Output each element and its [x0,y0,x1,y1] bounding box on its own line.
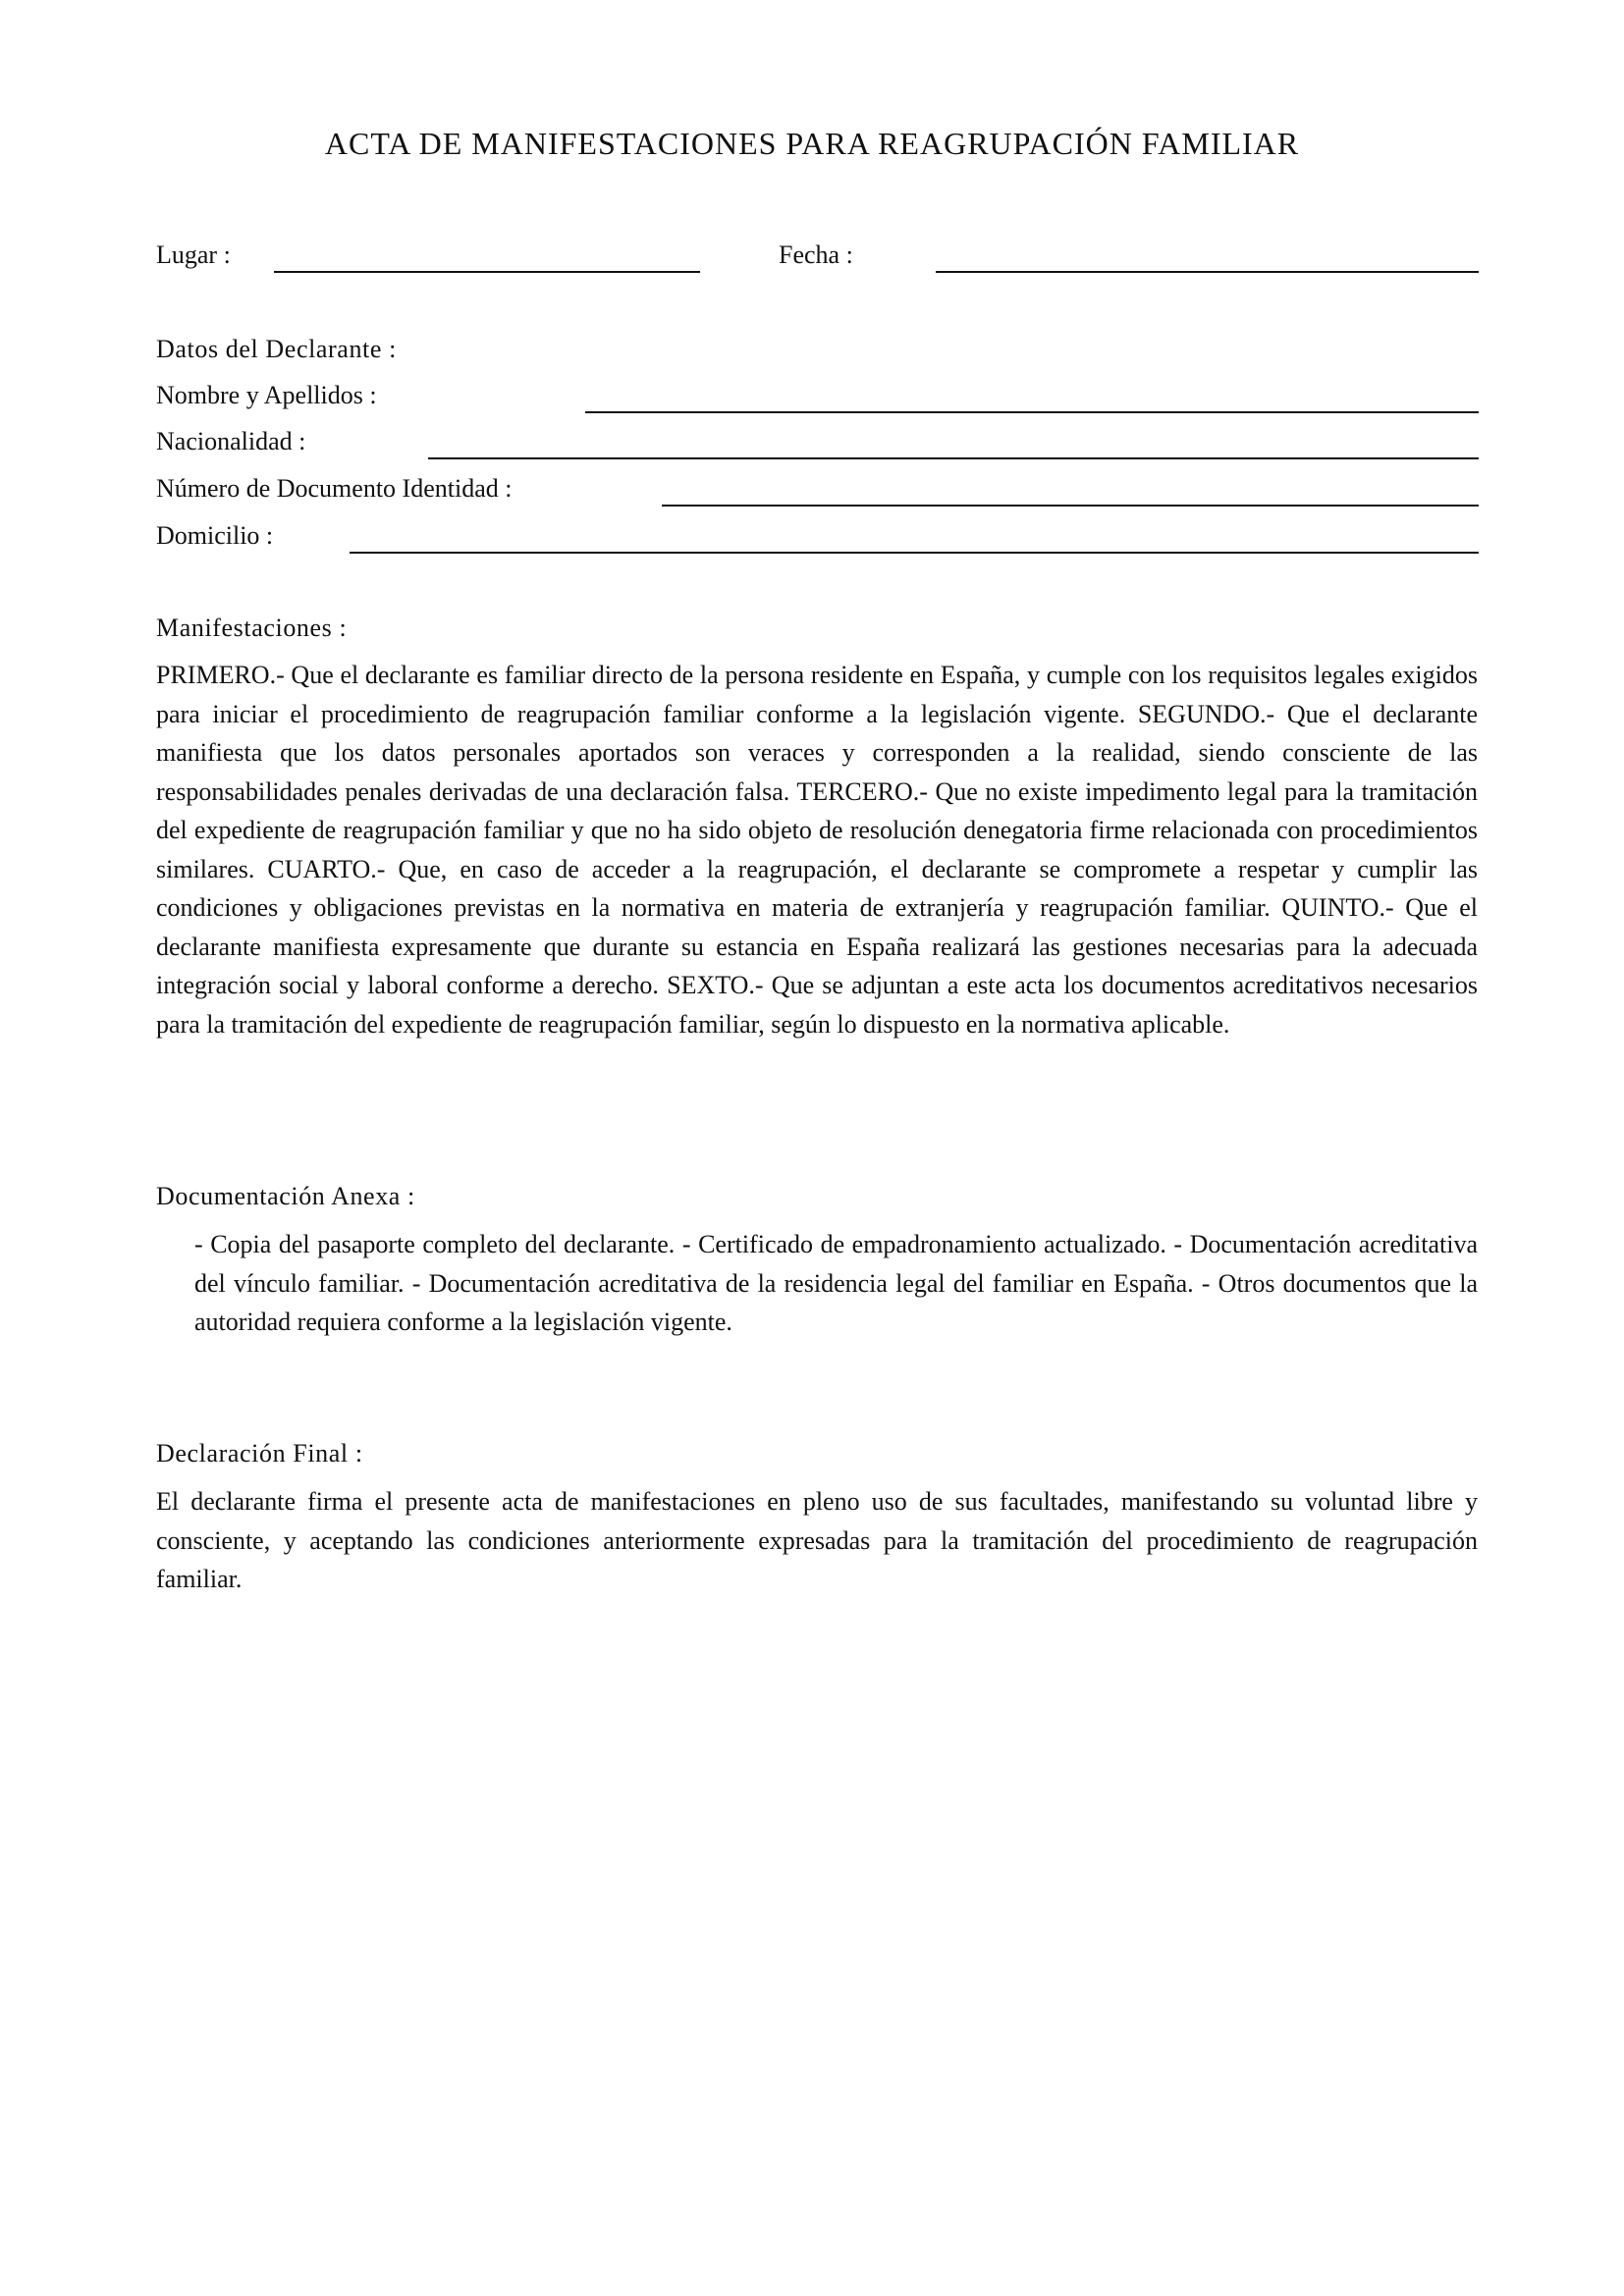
nombre-label: Nombre y Apellidos : [156,381,377,409]
nacionalidad-label: Nacionalidad : [156,427,306,455]
fecha-label: Fecha : [779,240,853,269]
lugar-label: Lugar : [156,240,231,269]
documentacion-text: - Copia del pasaporte completo del declarante. - Certificado de empadronamiento actualizado. - Documentación acreditativa del vínculo familiar. - Documentación acreditativa de la residencia legal del familiar en España. - Otros documentos que la autoridad requiera conforme a la legislación vigente. [194,1230,1478,1336]
document-title: ACTA DE MANIFESTACIONES PARA REAGRUPACIÓN FAMILIAR [324,126,1300,161]
fecha-field-line[interactable] [936,271,1479,273]
manifestaciones-text: PRIMERO.- Que el declarante es familiar directo de la persona residente en España, y cumple con los requisitos legales exigidos para iniciar el procedimiento de reagrupación familiar conforme a la legislación vigente. SEGUNDO.- Que el declarante manifiesta que los datos personales aportados son veraces y corresponden a la realidad, siendo consciente de las responsabilidades penales derivadas de una declaración falsa. TERCERO.- Que no existe impedimento legal para la tramitación del expediente de reagrupación familiar y que no ha sido objeto de resolución denegatoria firme relacionada con procedimientos similares. CUARTO.- Que, en caso de acceder a la reagrupación, el declarante se compromete a respetar y cumplir las condiciones y obligaciones previstas en la normativa en materia de extranjería y reagrupación familiar. QUINTO.- Que el declarante manifiesta expresamente que durante su estancia en España realizará las gestiones necesarias para la adecuada integración social y laboral conforme a derecho. SEXTO.- Que se adjuntan a este acta los documentos acreditativos necesarios para la tramitación del expediente de reagrupación familiar, según lo dispuesto en la normativa aplicable. [156,661,1478,1039]
nacionalidad-field-line[interactable] [428,457,1479,459]
documento-label: Número de Documento Identidad : [156,474,513,503]
manifestaciones-heading: Manifestaciones : [156,614,348,642]
declaracion-final-heading: Declaración Final : [156,1439,363,1468]
declaracion-final-text: El declarante firma el presente acta de manifestaciones en pleno uso de sus facultades, manifestando su voluntad libre y consciente, y aceptando las condiciones anteriormente expresadas para la tramitación del procedimiento de reagrupación familiar. [156,1487,1478,1593]
documento-field-line[interactable] [662,505,1479,507]
declarante-heading: Datos del Declarante : [156,335,397,363]
domicilio-field-line[interactable] [350,552,1479,554]
lugar-field-line[interactable] [274,271,700,273]
documentacion-heading: Documentación Anexa : [156,1182,415,1210]
nombre-field-line[interactable] [585,411,1479,413]
domicilio-label: Domicilio : [156,521,274,550]
